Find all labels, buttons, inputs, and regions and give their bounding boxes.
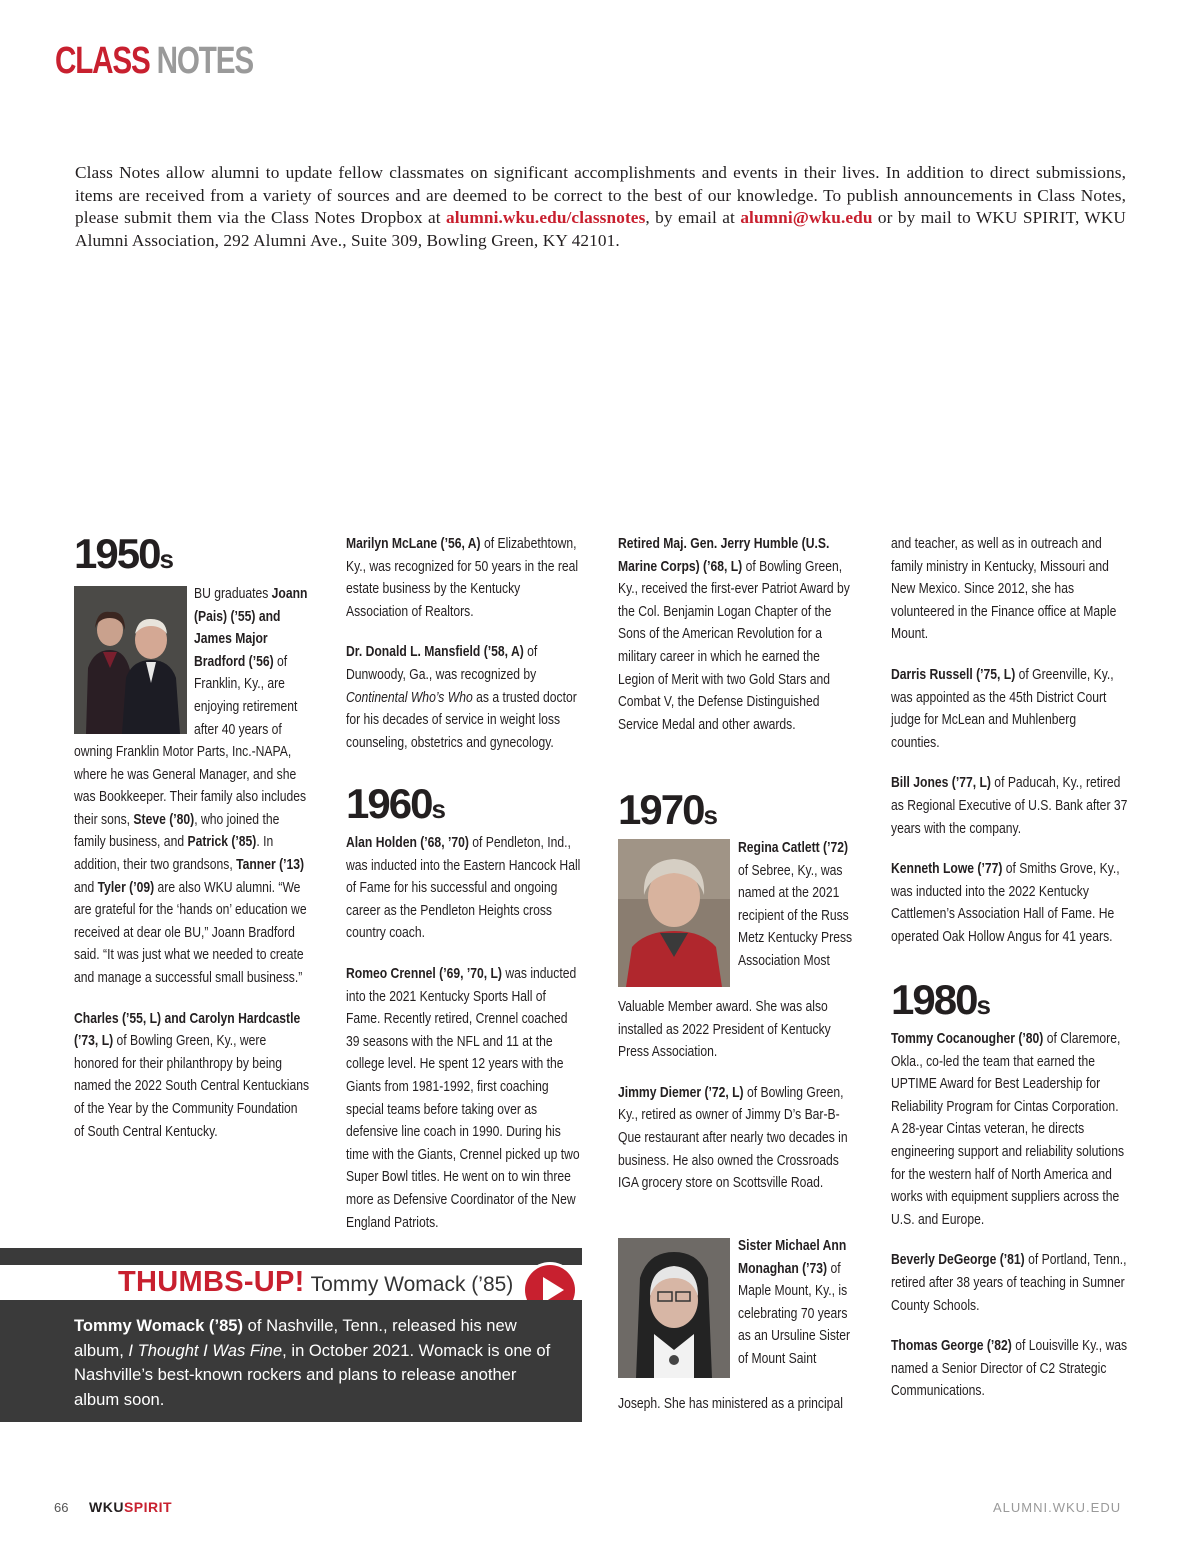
entry-name: Tommy Cocanougher (’80) xyxy=(891,1030,1044,1047)
entry-lowe xyxy=(891,858,1128,948)
entry-name: Sister Michael Ann Monaghan (’73) xyxy=(738,1237,847,1277)
entry-text: as a trusted doctor for his decades of service in weight loss counseling, obstetrics and gynecology. xyxy=(346,688,577,751)
entry-text: and teacher, as well as in outreach and family ministry in Kentucky, Missouri and New Mexico. Since 2012, she has volunteered in the Finance office at Maple Mount. xyxy=(891,535,1117,643)
entry-george xyxy=(891,1335,1128,1403)
entry-name: Patrick (’85) xyxy=(187,833,257,851)
decade-suffix: s xyxy=(703,800,718,830)
bradford-lead-text xyxy=(194,583,314,741)
thumbs-subtitle: Tommy Womack (’85) xyxy=(310,1273,514,1296)
entry-cocanougher xyxy=(891,1028,1128,1231)
entry-text: of Sebree, Ky., was named at the 2021 recipient of the Russ Metz Kentucky Press Association Most xyxy=(738,861,853,969)
entry-text: Valuable Member award. She was also installed as 2022 President of Kentucky Press Association. xyxy=(618,998,831,1061)
entry-name: Tyler (’09) xyxy=(97,878,155,896)
thumbs-heading xyxy=(118,1266,513,1300)
entry-name: Kenneth Lowe (’77) xyxy=(891,860,1003,878)
entry-degeorge xyxy=(891,1249,1128,1317)
entry-text: of Maple Mount, Ky., is celebrating 70 years as an Ursuline Sister of Mount Saint xyxy=(738,1259,851,1367)
decade-heading-1950s xyxy=(74,530,314,580)
entry-name: Steve (’80) xyxy=(133,810,195,828)
entry-holden xyxy=(346,832,583,945)
entry-crennel xyxy=(346,963,583,1234)
entry-text: of Smiths Grove, Ky., was inducted into the 2022 Kentucky Cattlemen’s Association Hall of Fame. He operated Oak Hollow Angus for 41 years. xyxy=(891,860,1120,945)
column-3 xyxy=(618,533,858,1412)
entry-text: of Claremore, Okla., co-led the team that earned the UPTIME Award for Best Leadership for Reliability Program for Cintas Corporation. A 28-year Cintas veteran, he directs engineering support and reliability solutions for the western half of North America and works with equipment suppliers across the U.S. and Europe. xyxy=(891,1030,1125,1228)
title-class: CLASS xyxy=(55,40,150,82)
decade-number: 1950 xyxy=(74,530,160,577)
intro-text: or by mail to WKU SPIRIT, WKU Alumni Association, 292 Alumni Ave., Suite 309, Bowling Green, KY 42101. xyxy=(75,208,1126,251)
decade-number: 1970 xyxy=(618,786,704,833)
entry-text: of Nashville, Tenn., released his new album, xyxy=(74,1316,517,1360)
entry-text: owning Franklin Motor Parts, Inc.-NAPA, where he was General Manager, and she was Bookkeeper. Their family also includes their sons, xyxy=(74,743,307,828)
intro-text: , by email at xyxy=(645,208,741,228)
entry-text: , who joined the family business, and xyxy=(74,810,280,851)
entry-name: Darris Russell (’75, L) xyxy=(891,665,1016,683)
catlett-rest xyxy=(618,996,858,1195)
decade-heading-1980s xyxy=(891,976,991,1026)
monaghan-rest xyxy=(618,1393,858,1416)
entry-text: BU graduates xyxy=(194,585,272,602)
email-link[interactable]: alumni@wku.edu xyxy=(740,208,873,228)
monaghan-lead xyxy=(738,1235,858,1371)
entry-name: Tommy Womack (’85) xyxy=(74,1316,244,1335)
decade-number: 1980 xyxy=(891,976,977,1023)
decade-suffix: s xyxy=(431,794,446,824)
decade-heading-1970s xyxy=(618,786,718,836)
entry-name: Charles (’55, L) and Carolyn Hardcastle (’73, L) xyxy=(74,1009,301,1050)
catlett-photo xyxy=(618,839,730,987)
bradford-rest-text xyxy=(74,741,314,1143)
intro-text: Class Notes allow alumni to update fellow classmates on significant accomplishments and events in their lives. In addition to direct submissions, items are received from a variety of sources and are deemed to be correct to the best of our knowledge. To publish announcements in Class Notes, please submit them via the Class Notes Dropbox at xyxy=(75,163,1126,228)
entry-russell xyxy=(891,664,1128,754)
entry-diemer xyxy=(618,1082,855,1195)
entry-text: of Bowling Green, Ky., received the first-ever Patriot Award by the Col. Benjamin Logan Chapter of the Sons of the American Revolution for a military career in which he earned the Legion of Merit with two Gold Stars and Combat V, the Defense Distinguished Service Medal and other awards. xyxy=(618,557,850,733)
entry-name: Joann (Pais) (’55) and James Major Bradford (’56) xyxy=(194,585,308,670)
entry-name: Retired Maj. Gen. Jerry Humble (U.S. Marine Corps) (’68, L) xyxy=(618,535,830,575)
decade-heading-1960s xyxy=(346,780,446,830)
brand-wku: WKU xyxy=(89,1499,124,1515)
entry-text: of Franklin, Ky., are enjoying retirement after 40 years of xyxy=(194,652,298,738)
footer-url: ALUMNI.WKU.EDU xyxy=(993,1500,1122,1515)
entry-name: Bill Jones (’77, L) xyxy=(891,774,991,792)
entry-name: Romeo Crennel (’69, ’70, L) xyxy=(346,964,502,982)
entry-text: Joseph. She has ministered as a principal xyxy=(618,1395,843,1412)
brand-spirit: SPIRIT xyxy=(123,1499,173,1515)
magazine-brand xyxy=(89,1499,172,1515)
page-title xyxy=(55,40,253,83)
entry-name: Thomas George (’82) xyxy=(891,1337,1012,1355)
entry-text: of Dunwoody, Ga., was recognized by xyxy=(346,643,538,683)
entry-italic: Continental Who’s Who xyxy=(346,688,473,706)
entry-mansfield xyxy=(346,641,583,754)
column-1-content xyxy=(74,530,314,1193)
entry-text: of Paducah, Ky., retired as Regional Executive of U.S. Bank after 37 years with the company. xyxy=(891,774,1128,837)
decade-suffix: s xyxy=(159,544,174,574)
entry-text: of Bowling Green, Ky., were honored for their philanthropy by being named the 2022 South Central Kentuckians of the Year by the Community Foundation of South Central Kentucky. xyxy=(74,1032,310,1140)
title-notes: NOTES xyxy=(156,40,253,82)
intro-paragraph xyxy=(75,162,1126,253)
entry-text: of Pendleton, Ind., was inducted into the Eastern Hancock Hall of Fame for his successful and ongoing career as the Pendleton Heights cross country coach. xyxy=(346,834,581,942)
entry-name: Marilyn McLane (’56, A) xyxy=(346,535,481,552)
classnotes-link[interactable]: alumni.wku.edu/classnotes xyxy=(446,208,646,228)
entry-name: Alan Holden (’68, ’70) xyxy=(346,834,469,851)
entry-name: Dr. Donald L. Mansfield (’58, A) xyxy=(346,643,524,661)
thumbs-body xyxy=(0,1300,582,1422)
entry-monaghan-cont xyxy=(891,533,1128,646)
thumbs-up-box xyxy=(0,1248,582,1422)
entry-text: are also WKU alumni. “We are grateful for the ‘hands on’ education we received at dear ole BU,” Joann Bradford said. “It was just what we needed to create and manage a successful small business.” xyxy=(74,878,307,986)
thumbs-top-bar xyxy=(0,1248,582,1265)
bradford-photo xyxy=(74,586,187,734)
entry-text: , in October 2021. Womack is one of Nashville’s best-known rockers and plans to release another album soon. xyxy=(74,1340,551,1409)
album-title: I Thought I Was Fine xyxy=(128,1340,283,1360)
entry-text: of Bowling Green, Ky., retired as owner of Jimmy D’s Bar-B-Que restaurant after nearly two decades in business. He also owned the Crossroads IGA grocery store on Scottsville Road. xyxy=(618,1083,848,1192)
entry-text: . In addition, their two grandsons, xyxy=(74,833,274,873)
entry-humble xyxy=(618,533,855,736)
entry-name: Jimmy Diemer (’72, L) xyxy=(618,1083,744,1101)
page-number: 66 xyxy=(54,1500,69,1515)
monaghan-photo xyxy=(618,1238,730,1378)
entry-text: and xyxy=(74,878,98,896)
entry-name: Regina Catlett (’72) xyxy=(738,839,849,856)
catlett-lead xyxy=(738,837,858,973)
entry-name: Beverly DeGeorge (’81) xyxy=(891,1251,1025,1269)
entry-text: was inducted into the 2021 Kentucky Sports Hall of Fame. Recently retired, Crennel coached 39 seasons with the NFL and 11 at the college level. He spent 12 years with the Giants from 1981-1992, first coaching special teams before taking over as defensive line coach in 1990. During his time with the Giants, Crennel picked up two Super Bowl titles. He went on to win three more as Defensive Coordinator of the New England Patriots. xyxy=(346,964,580,1231)
entry-text: of Elizabethtown, Ky., was recognized for 50 years in the real estate business by the Kentucky Association of Realtors. xyxy=(346,535,579,620)
entry-jones xyxy=(891,772,1128,840)
entry-text: of Portland, Tenn., retired after 38 years of teaching in Sumner County Schools. xyxy=(891,1251,1127,1314)
column-4 xyxy=(891,533,1131,1400)
thumbs-title: THUMBS-UP! xyxy=(118,1266,305,1298)
entry-name: Tanner (’13) xyxy=(236,855,305,873)
entry-text: of Greenville, Ky., was appointed as the 45th District Court judge for McLean and Muhlenberg counties. xyxy=(891,665,1114,751)
entry-mclane xyxy=(346,533,583,623)
decade-number: 1960 xyxy=(346,780,432,827)
column-2 xyxy=(346,533,586,1231)
decade-suffix: s xyxy=(976,990,991,1020)
entry-text: of Louisville Ky., was named a Senior Director of C2 Strategic Communications. xyxy=(891,1337,1128,1400)
